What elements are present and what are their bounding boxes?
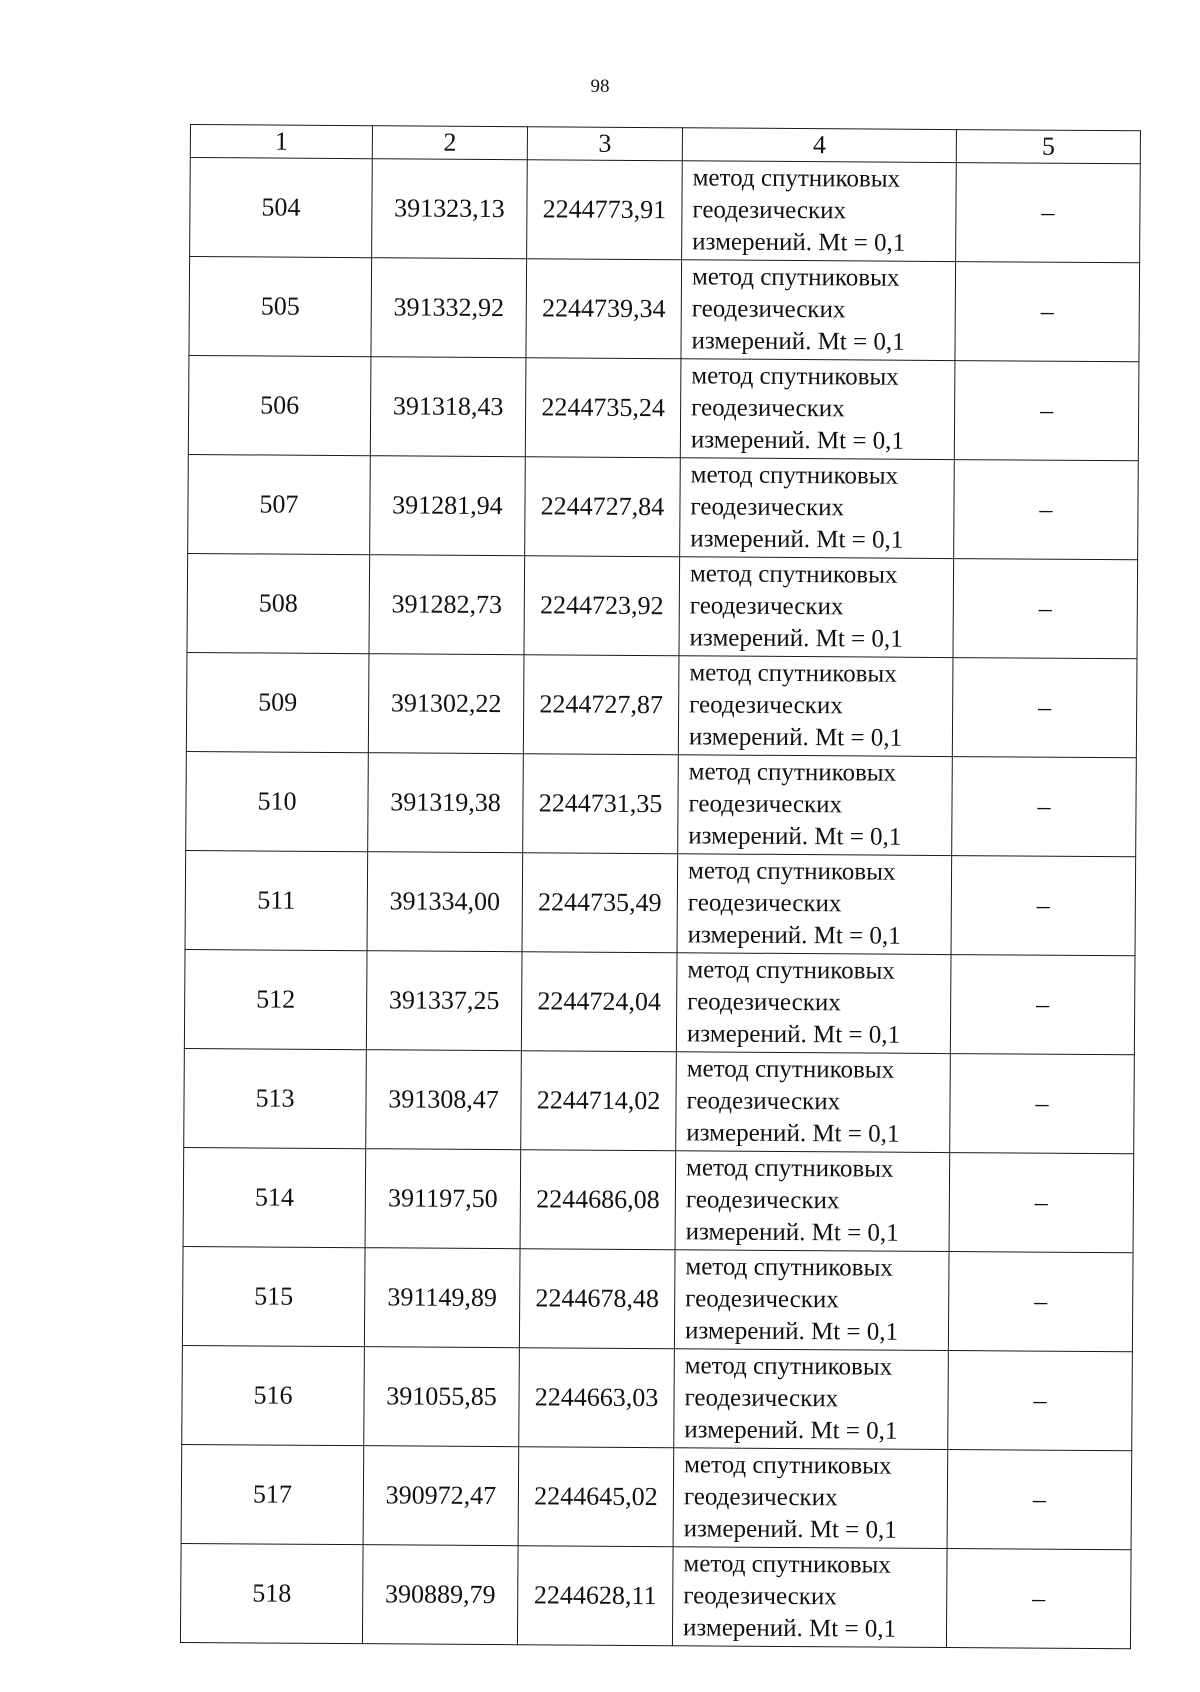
note-cell: – [950, 955, 1135, 1055]
method-cell [673, 1448, 948, 1549]
x-coordinate-cell: 391332,92 [371, 258, 527, 358]
method-text-line: метод спутниковых [684, 1451, 892, 1480]
point-number-cell: 516 [182, 1345, 365, 1445]
method-cell [680, 458, 955, 559]
point-number-cell: 512 [184, 949, 367, 1049]
x-coordinate-cell: 391334,00 [367, 852, 523, 952]
y-coordinate-cell: 2244645,02 [518, 1447, 674, 1547]
y-coordinate-cell: 2244735,49 [522, 853, 678, 953]
table-row [186, 751, 1137, 856]
method-text-line: измерений. Mt = 0,1 [684, 1317, 899, 1346]
x-coordinate-cell: 391281,94 [370, 456, 526, 556]
note-cell: – [953, 559, 1138, 659]
point-number-cell: 510 [186, 751, 369, 851]
x-coordinate-cell: 391318,43 [370, 357, 526, 457]
method-text-line: метод спутниковых [689, 659, 897, 688]
point-number-cell: 509 [186, 652, 369, 752]
method-text-line: измерений. Mt = 0,1 [682, 1614, 897, 1643]
point-number-cell: 514 [183, 1147, 366, 1247]
method-text-line: геодезических [685, 1285, 839, 1314]
method-text-line: метод спутниковых [691, 263, 900, 292]
table-row [182, 1345, 1133, 1450]
method-cell [682, 161, 957, 262]
note-cell: – [952, 658, 1137, 758]
method-text-line: геодезических [683, 1582, 837, 1611]
method-text-line: геодезических [692, 196, 847, 225]
method-text-line: метод спутниковых [685, 1253, 893, 1282]
point-number-cell: 515 [182, 1246, 365, 1346]
method-text-line: измерений. Mt = 0,1 [688, 723, 903, 752]
method-cell [676, 953, 951, 1054]
method-text-line: метод спутниковых [691, 362, 899, 391]
y-coordinate-cell: 2244731,35 [523, 754, 679, 854]
note-cell: – [950, 1054, 1135, 1154]
point-number-cell: 505 [189, 257, 372, 357]
y-coordinate-cell: 2244686,08 [520, 1150, 676, 1250]
table-row [189, 257, 1140, 362]
note-cell: – [951, 856, 1136, 956]
x-coordinate-cell: 391319,38 [368, 753, 524, 853]
method-text-line: измерений. Mt = 0,1 [686, 1020, 901, 1049]
table-row [184, 949, 1135, 1054]
x-coordinate-cell: 391308,47 [366, 1050, 522, 1150]
point-number-cell: 518 [180, 1543, 363, 1643]
method-text-line: метод спутниковых [690, 461, 899, 490]
method-text-line: метод спутниковых [692, 164, 901, 193]
table-row [188, 454, 1139, 559]
y-coordinate-cell: 2244714,02 [521, 1051, 677, 1151]
note-cell: – [948, 1351, 1133, 1451]
method-text-line: геодезических [683, 1483, 838, 1512]
coordinates-table [180, 124, 1141, 1649]
x-coordinate-cell: 391282,73 [369, 555, 525, 655]
table-row [182, 1246, 1133, 1351]
method-text-line: метод спутниковых [684, 1352, 893, 1381]
x-coordinate-cell: 391337,25 [366, 951, 522, 1051]
method-text-line: метод спутниковых [687, 956, 895, 985]
y-coordinate-cell: 2244724,04 [521, 952, 677, 1052]
method-text-line: геодезических [688, 790, 843, 819]
method-cell [681, 260, 956, 361]
table-row [188, 355, 1139, 460]
method-text-line: геодезических [686, 1087, 841, 1116]
method-cell [674, 1250, 949, 1351]
x-coordinate-cell: 390889,79 [362, 1545, 518, 1645]
table-row [180, 1543, 1131, 1648]
header-cell-1: 1 [190, 125, 372, 159]
method-text-line: геодезических [689, 691, 843, 720]
note-cell: – [955, 262, 1140, 362]
table-row [187, 553, 1138, 658]
method-text-line: геодезических [687, 988, 841, 1017]
method-text-line: геодезических [684, 1384, 839, 1413]
method-text-line: геодезических [687, 889, 842, 918]
page-number: 98 [590, 76, 610, 97]
point-number-cell: 506 [188, 355, 371, 455]
header-cell-4: 4 [682, 128, 956, 163]
method-text-line: метод спутниковых [683, 1550, 891, 1579]
header-cell-3: 3 [527, 127, 682, 161]
method-text-line: измерений. Mt = 0,1 [687, 921, 901, 950]
point-number-cell: 507 [188, 454, 371, 554]
x-coordinate-cell: 390972,47 [363, 1446, 519, 1546]
method-cell [675, 1151, 950, 1252]
method-text-line: измерений. Mt = 0,1 [692, 228, 906, 257]
method-cell [676, 1052, 951, 1153]
method-text-line: измерений. Mt = 0,1 [685, 1218, 899, 1247]
table-body [180, 125, 1140, 1649]
point-number-cell: 504 [190, 158, 373, 258]
method-cell [674, 1349, 949, 1450]
x-coordinate-cell: 391323,13 [372, 159, 528, 259]
point-number-cell: 511 [185, 850, 368, 950]
note-cell: – [948, 1252, 1133, 1352]
x-coordinate-cell: 391149,89 [364, 1248, 520, 1348]
y-coordinate-cell: 2244678,48 [519, 1249, 675, 1349]
note-cell: – [954, 460, 1139, 560]
x-coordinate-cell: 391302,22 [368, 654, 524, 754]
note-cell: – [949, 1153, 1134, 1253]
method-text-line: измерений. Mt = 0,1 [690, 426, 905, 455]
header-cell-2: 2 [372, 126, 527, 160]
y-coordinate-cell: 2244663,03 [519, 1348, 675, 1448]
method-text-line: измерений. Mt = 0,1 [686, 1119, 900, 1148]
method-text-line: метод спутниковых [688, 758, 897, 787]
method-cell [677, 854, 952, 955]
method-text-line: измерений. Mt = 0,1 [689, 624, 903, 653]
method-cell [678, 755, 953, 856]
y-coordinate-cell: 2244773,91 [527, 160, 683, 260]
point-number-cell: 517 [181, 1444, 364, 1544]
y-coordinate-cell: 2244739,34 [526, 259, 682, 359]
note-cell: – [954, 361, 1139, 461]
method-text-line: геодезических [689, 592, 844, 621]
method-text-line: измерений. Mt = 0,1 [690, 525, 904, 554]
method-text-line: метод спутниковых [685, 1154, 894, 1183]
x-coordinate-cell: 391055,85 [364, 1347, 520, 1447]
table-row [190, 158, 1141, 263]
point-number-cell: 508 [187, 553, 370, 653]
table-row [185, 850, 1136, 955]
x-coordinate-cell: 391197,50 [365, 1149, 521, 1249]
method-text-line: геодезических [691, 295, 846, 324]
table-row [186, 652, 1137, 757]
header-cell-5: 5 [956, 130, 1140, 164]
method-text-line: метод спутниковых [689, 560, 898, 589]
method-text-line: геодезических [690, 493, 845, 522]
method-text-line: измерений. Mt = 0,1 [683, 1515, 897, 1544]
method-text-line: измерений. Mt = 0,1 [691, 327, 905, 356]
point-number-cell: 513 [184, 1048, 367, 1148]
y-coordinate-cell: 2244727,87 [523, 655, 679, 755]
method-text-line: геодезических [691, 394, 845, 423]
method-cell [678, 656, 953, 757]
method-cell [672, 1547, 947, 1648]
y-coordinate-cell: 2244628,11 [517, 1546, 673, 1646]
note-cell: – [947, 1450, 1132, 1550]
table-row [184, 1048, 1135, 1153]
method-cell [680, 359, 955, 460]
y-coordinate-cell: 2244727,84 [525, 457, 681, 557]
method-text-line: метод спутниковых [686, 1055, 895, 1084]
y-coordinate-cell: 2244735,24 [525, 358, 681, 458]
note-cell: – [952, 757, 1137, 857]
table-row [183, 1147, 1134, 1252]
method-text-line: измерений. Mt = 0,1 [688, 822, 902, 851]
table-row [181, 1444, 1132, 1549]
method-text-line: измерений. Mt = 0,1 [684, 1416, 898, 1445]
method-text-line: метод спутниковых [687, 857, 896, 886]
method-cell [679, 557, 954, 658]
note-cell: – [946, 1549, 1131, 1649]
method-text-line: геодезических [685, 1186, 840, 1215]
y-coordinate-cell: 2244723,92 [524, 556, 680, 656]
note-cell: – [956, 163, 1141, 263]
